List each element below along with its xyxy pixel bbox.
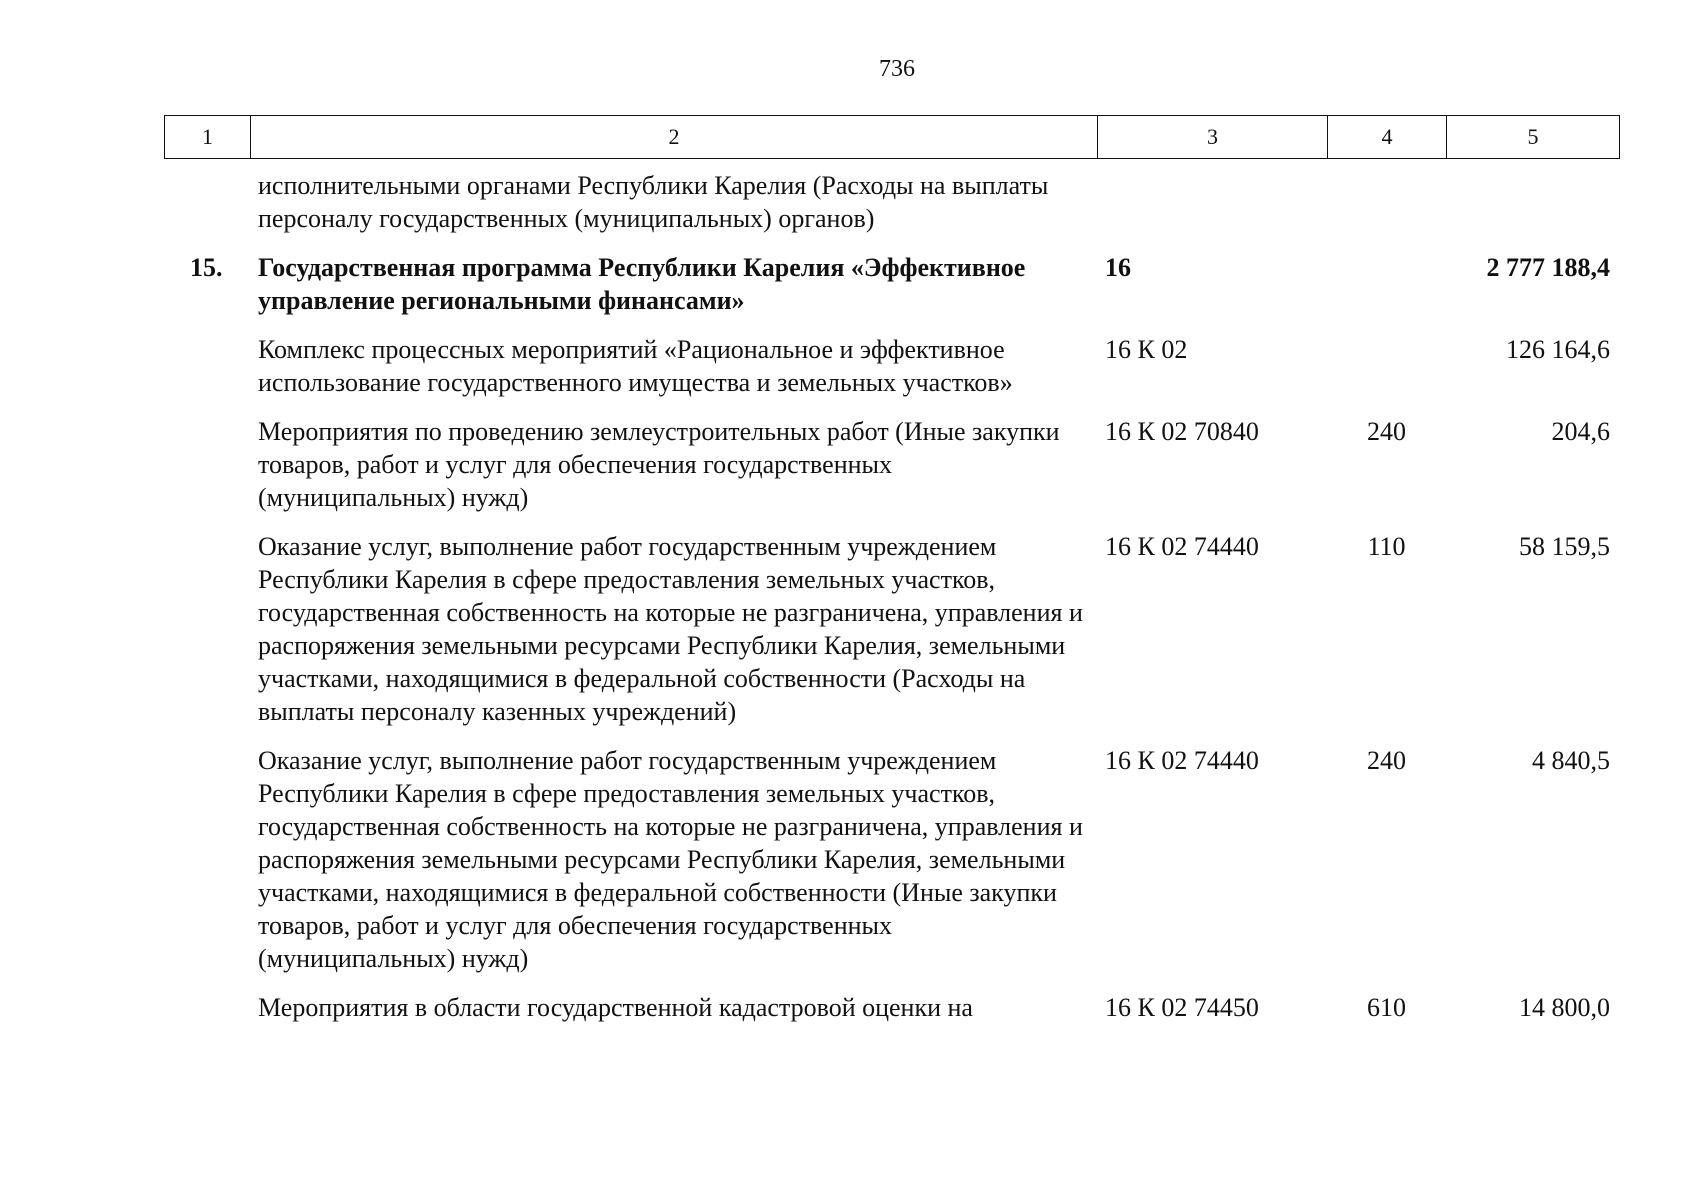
column-header-row xyxy=(165,116,1620,159)
row-amount xyxy=(1446,169,1618,235)
row-code: 16 К 02 74450 xyxy=(1105,993,1259,1022)
row-number xyxy=(164,333,250,399)
row-description: Оказание услуг, выполнение работ государственным учреждением Республики Карелия в сфере предоставления земельных участков, государственная собственность на которые не разграничена, управления и распоряжения земельными ресурсами Республики Карелия, земельными участками, находящимися в федеральной собственности (Иные закупки товаров, работ и услуг для обеспечения государственных (муниципальных) нужд) xyxy=(258,746,1083,973)
row-expense-type xyxy=(1327,333,1446,399)
row-expense-type: 110 xyxy=(1367,532,1406,561)
row-amount: 126 164,6 xyxy=(1506,335,1610,364)
column-header-3: 3 xyxy=(1098,116,1328,159)
row-number xyxy=(164,169,250,235)
table-row xyxy=(164,333,1624,399)
row-expense-type: 240 xyxy=(1367,417,1406,446)
row-expense-type xyxy=(1327,169,1446,235)
row-description: Государственная программа Республики Карелия «Эффективное управление региональными финансами» xyxy=(258,253,1026,315)
row-amount: 204,6 xyxy=(1551,417,1610,446)
table-row xyxy=(164,169,1624,235)
row-number xyxy=(164,415,250,514)
row-code: 16 К 02 74440 xyxy=(1105,746,1259,775)
table-row xyxy=(164,530,1624,728)
column-header-table xyxy=(164,115,1620,159)
row-code: 16 К 02 xyxy=(1105,335,1188,364)
row-number xyxy=(164,991,250,1024)
row-description: Мероприятия по проведению землеустроительных работ (Иные закупки товаров, работ и услуг для обеспечения государственных (муниципальных) нужд) xyxy=(258,417,1060,512)
row-amount: 14 800,0 xyxy=(1519,993,1610,1022)
row-description: Мероприятия в области государственной кадастровой оценки на xyxy=(258,993,973,1022)
row-description: Комплекс процессных мероприятий «Рациональное и эффективное использование государственного имущества и земельных участков» xyxy=(258,335,1013,397)
row-amount: 2 777 188,4 xyxy=(1486,253,1610,282)
table-row xyxy=(164,415,1624,514)
table-row xyxy=(164,991,1624,1024)
row-expense-type: 610 xyxy=(1367,993,1406,1022)
row-expense-type: 240 xyxy=(1367,746,1406,775)
column-header-4: 4 xyxy=(1328,116,1447,159)
row-number xyxy=(164,530,250,728)
row-description: исполнительными органами Республики Карелия (Расходы на выплаты персоналу государственных (муниципальных) органов) xyxy=(258,171,1049,233)
row-code: 16 К 02 70840 xyxy=(1105,417,1259,446)
row-expense-type xyxy=(1327,251,1446,317)
row-number: 15. xyxy=(190,253,223,282)
row-number xyxy=(164,744,250,975)
table-row xyxy=(164,744,1624,975)
column-header-1: 1 xyxy=(165,116,251,159)
row-amount: 58 159,5 xyxy=(1519,532,1610,561)
row-code xyxy=(1097,169,1327,235)
row-amount: 4 840,5 xyxy=(1532,746,1610,775)
column-header-2: 2 xyxy=(251,116,1098,159)
column-header-5: 5 xyxy=(1447,116,1620,159)
row-description: Оказание услуг, выполнение работ государственным учреждением Республики Карелия в сфере предоставления земельных участков, государственная собственность на которые не разграничена, управления и распоряжения земельными ресурсами Республики Карелия, земельными участками, находящимися в федеральной собственности (Расходы на выплаты персоналу казенных учреждений) xyxy=(258,532,1083,726)
page-number: 736 xyxy=(879,56,915,82)
row-code: 16 xyxy=(1105,253,1131,282)
table-row-program xyxy=(164,251,1624,317)
budget-table-body xyxy=(164,169,1624,1040)
row-code: 16 К 02 74440 xyxy=(1105,532,1259,561)
